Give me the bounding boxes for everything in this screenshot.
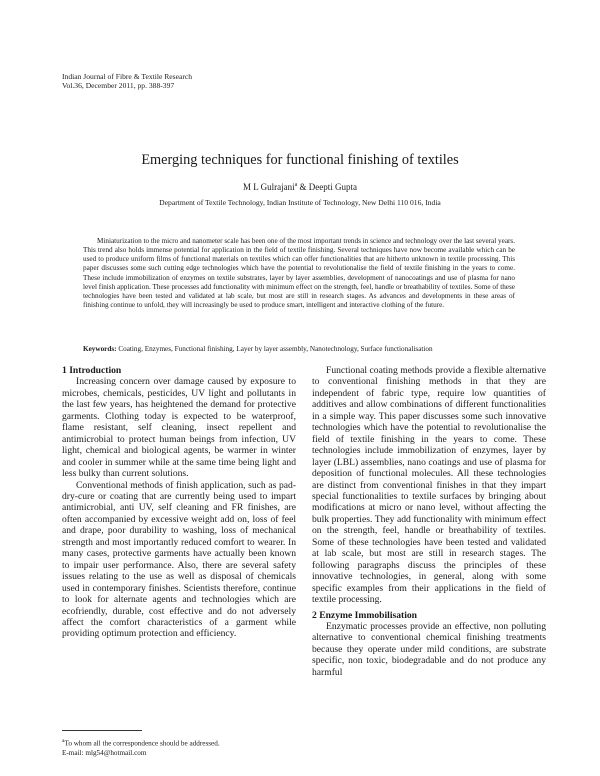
keywords-label: Keywords: xyxy=(83,345,117,353)
journal-issue: Vol.36, December 2011, pp. 388-397 xyxy=(62,81,175,90)
right-column xyxy=(312,365,546,678)
footnote-email: E-mail: mlg54@hotmail.com xyxy=(62,748,147,757)
keywords-list: Coating, Enzymes, Functional finishing, Layer by layer assembly, Nanotechnology, Surface functionalisation xyxy=(116,345,433,353)
intro-paragraph-1: Increasing concern over damage caused by exposure to microbes, chemicals, pesticides, UV light and pollutants in the last few years, has heightened the demand for protective garments. Clothing today is expected to be waterproof, flame resistant, self cleaning, insect repellent and antimicrobial to protect human beings from infection, UV light, chemical and biological agents, be warmer in winter and cooler in summer while at the same time being light and less bulky than current solutions. xyxy=(62,376,296,480)
intro-paragraph-3: Functional coating methods provide a flexible alternative to conventional finishing methods in that they are independent of fabric type, require low quantities of additives and allow combinations of different functionalities in a simple way. This paper discusses some such innovative technologies which have the potential to revolutionalise the field of textile finishing in the years to come. These technologies include immobilization of enzymes, layer by layer (LBL) assemblies, nano coatings and use of plasma for deposition of functional molecules. All these technologies are distinct from conventional finishes in that they impart special functionalities to textile surfaces by bringing about modifications at micro or nano level, without affecting the bulk properties. They add functionality with minimum effect on the strength, feel, handle or breathability of textiles. Some of these technologies have been tested and validated at lab scale, but most are still in research stages. The following paragraphs discuss the principles of these innovative technologies, in general, along with some specific examples from their applications in the field of textile processing. xyxy=(312,365,546,606)
author-marker: a xyxy=(294,182,298,188)
enzyme-paragraph-1: Enzymatic processes provide an effective, non polluting alternative to conventional chemical finishing treatments because they operate under mild conditions, are substrate specific, non toxic, biodegradable and do not produce any harmful xyxy=(312,620,546,678)
paper-title: Emerging techniques for functional finishing of textiles xyxy=(141,152,459,168)
footnote-divider xyxy=(62,730,142,731)
coauthor-name: & Deepti Gupta xyxy=(297,182,358,192)
abstract: Miniaturization to the micro and nanometer scale has been one of the most important trends in science and technology over the last several years. This trend also holds immense potential for application in the field of textile finishing. Several techniques have now become available which can be used to produce uniform films of functional materials on textiles which can offer functionalities that are hitherto unknown in textile processing. This paper discusses some such cutting edge technologies which have the potential to revolutionalise the field of textile finishing in the years to come. These include immobilization of enzymes on textile substrates, layer by layer assemblies, development of nanocoatings and use of plasma for nano level finish application. These processes add functionality with minimum effect on the strength, feel, handle or breathability of textiles. Some of these technologies have been tested and validated at lab scale, but most are still in research stages. As advances and developments in these areas of finishing continue to unfold, they will increasingly be used to produce smart, intelligent and interactive clothing of the future. xyxy=(83,237,515,310)
affiliation: Department of Textile Technology, Indian Institute of Technology, New Delhi 110 016, India xyxy=(159,198,441,207)
footnote-text: To whom all the correspondence should be addressed. xyxy=(64,739,220,748)
journal-header xyxy=(62,72,192,90)
section-heading-introduction: 1 Introduction xyxy=(62,365,122,376)
keywords xyxy=(83,345,533,353)
author-name: M L Gulrajani xyxy=(242,182,295,192)
intro-paragraph-2: Conventional methods of finish application, such as pad-dry-cure or coating that are currently being used to impart antimicrobial, anti UV, self cleaning and FR finishes, are often accompanied by excessive weight add on, loss of feel and drape, poor durability to washing, loss of mechanical strength and most importantly reduced comfort to wearer. In many cases, protective garments have actually been known to impair user performance. Also, there are several safety issues relating to the use as well as disposal of chemicals used in contemporary finishes. Scientists therefore, continue to look for alternate agents and technologies which are ecofriendly, durable, cost effective and do not adversely affect the comfort characteristics of a garment while providing optimum protection and efficiency. xyxy=(62,479,296,640)
authors xyxy=(0,182,600,192)
footnote-correspondence xyxy=(62,737,220,749)
journal-name: Indian Journal of Fibre & Textile Research xyxy=(62,72,193,81)
left-column xyxy=(62,365,296,640)
footnote-marker: a xyxy=(62,738,65,744)
section-heading-enzyme-immobilisation: 2 Enzyme Immobilisation xyxy=(312,609,418,621)
footnotes xyxy=(62,737,220,758)
